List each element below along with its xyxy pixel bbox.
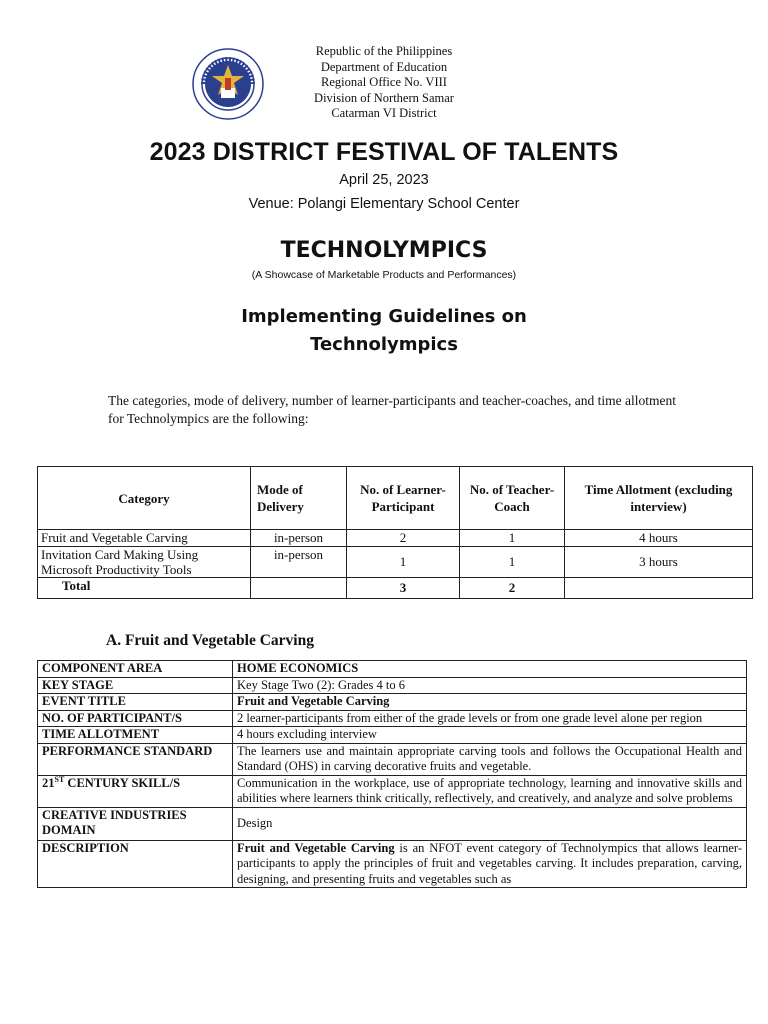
- table-cell: in-person: [251, 530, 347, 547]
- row-key: NO. OF PARTICIPANT/S: [38, 710, 233, 727]
- letterhead-line: Division of Northern Samar: [314, 90, 454, 105]
- table-row: [38, 775, 747, 807]
- row-value-bold: Fruit and Vegetable Carving: [237, 840, 395, 855]
- deped-seal-icon: [192, 48, 264, 120]
- table-row: [38, 743, 747, 775]
- row-value: The learners use and maintain appropriate carving tools and follows the Occupational Health and Standard (OHS) in carving decorative fruits and vegetable.: [233, 743, 747, 775]
- row-value: HOME ECONOMICS: [233, 661, 747, 678]
- total-label: Total: [38, 578, 251, 599]
- row-key: CREATIVE INDUSTRIES DOMAIN: [38, 807, 233, 840]
- column-header: Mode of Delivery: [251, 467, 347, 530]
- letterhead-line: Catarman VI District: [331, 106, 437, 120]
- table-cell: [565, 578, 753, 599]
- table-total-row: [38, 578, 753, 599]
- guidelines-title-line: Implementing Guidelines on: [241, 306, 527, 327]
- row-key: PERFORMANCE STANDARD: [38, 743, 233, 775]
- row-key-sup: ST: [54, 774, 65, 784]
- column-header: No. of Learner-Participant: [347, 467, 460, 530]
- row-value: [233, 840, 747, 888]
- column-header: Category: [38, 467, 251, 530]
- table-row: [38, 727, 747, 744]
- table-cell: Invitation Card Making Using Microsoft Productivity Tools: [38, 547, 251, 578]
- event-date: April 25, 2023: [339, 172, 429, 188]
- row-key: TIME ALLOTMENT: [38, 727, 233, 744]
- table-cell: 3 hours: [565, 547, 753, 578]
- row-key: EVENT TITLE: [38, 694, 233, 711]
- row-key-suffix: CENTURY SKILL/S: [64, 775, 181, 790]
- table-row: [38, 710, 747, 727]
- table-row: [38, 694, 747, 711]
- table-cell: in-person: [251, 547, 347, 578]
- row-value-rest: is an NFOT event category of Technolympics that allows learner-participants to apply the principles of fruit and vegetables carving. It includes preparation, carving, designing, and presenting fruits and vegetables such as: [237, 840, 743, 886]
- total-learners: 3: [347, 578, 460, 599]
- row-key: COMPONENT AREA: [38, 661, 233, 678]
- column-header: Time Allotment (excluding interview): [565, 467, 753, 530]
- table-cell: 1: [460, 547, 565, 578]
- guidelines-title: [0, 303, 768, 359]
- table-cell: 2: [347, 530, 460, 547]
- row-value: Design: [233, 807, 747, 840]
- table-row: [38, 677, 747, 694]
- total-coaches: 2: [460, 578, 565, 599]
- row-key: [38, 775, 233, 807]
- event-subtitle: (A Showcase of Marketable Products and Performances): [251, 269, 517, 281]
- table-cell: 1: [347, 547, 460, 578]
- letterhead-line: Department of Education: [320, 59, 448, 74]
- table-row: [38, 661, 747, 678]
- event-name: TECHNOLYMPICS: [280, 238, 488, 263]
- section-heading: A. Fruit and Vegetable Carving: [106, 632, 314, 649]
- letterhead: [0, 44, 768, 124]
- row-key: DESCRIPTION: [38, 840, 233, 888]
- table-row: [38, 840, 747, 888]
- guidelines-title-line: Technolympics: [310, 334, 458, 355]
- table-cell: Fruit and Vegetable Carving: [38, 530, 251, 547]
- event-details-table: [37, 660, 747, 888]
- table-row: [38, 807, 747, 840]
- row-key: KEY STAGE: [38, 677, 233, 694]
- table-cell: [251, 578, 347, 599]
- table-cell: 1: [460, 530, 565, 547]
- letterhead-line: Regional Office No. VIII: [321, 75, 447, 89]
- column-header: No. of Teacher-Coach: [460, 467, 565, 530]
- table-header-row: [38, 467, 753, 530]
- letterhead-line: Republic of the Philippines: [315, 44, 453, 58]
- table-row: [38, 547, 753, 578]
- row-value: Communication in the workplace, use of appropriate technology, learning and innovative skills and abilities where learners think critically, reflectively, and creatively, and analyze and solve problems: [233, 775, 747, 807]
- intro-paragraph: The categories, mode of delivery, number of learner-participants and teacher-coaches, and time allotment for Technolympics are the following:: [108, 393, 676, 426]
- table-row: [38, 530, 753, 547]
- document-title: 2023 DISTRICT FESTIVAL OF TALENTS: [149, 138, 619, 166]
- row-key-prefix: 21: [42, 775, 55, 790]
- table-cell: 4 hours: [565, 530, 753, 547]
- row-value: 2 learner-participants from either of the grade levels or from one grade level alone per region: [233, 710, 747, 727]
- event-venue: Venue: Polangi Elementary School Center: [248, 196, 520, 212]
- summary-table: [37, 466, 753, 599]
- row-value: Key Stage Two (2): Grades 4 to 6: [233, 677, 747, 694]
- row-value: 4 hours excluding interview: [233, 727, 747, 744]
- row-value: Fruit and Vegetable Carving: [233, 694, 747, 711]
